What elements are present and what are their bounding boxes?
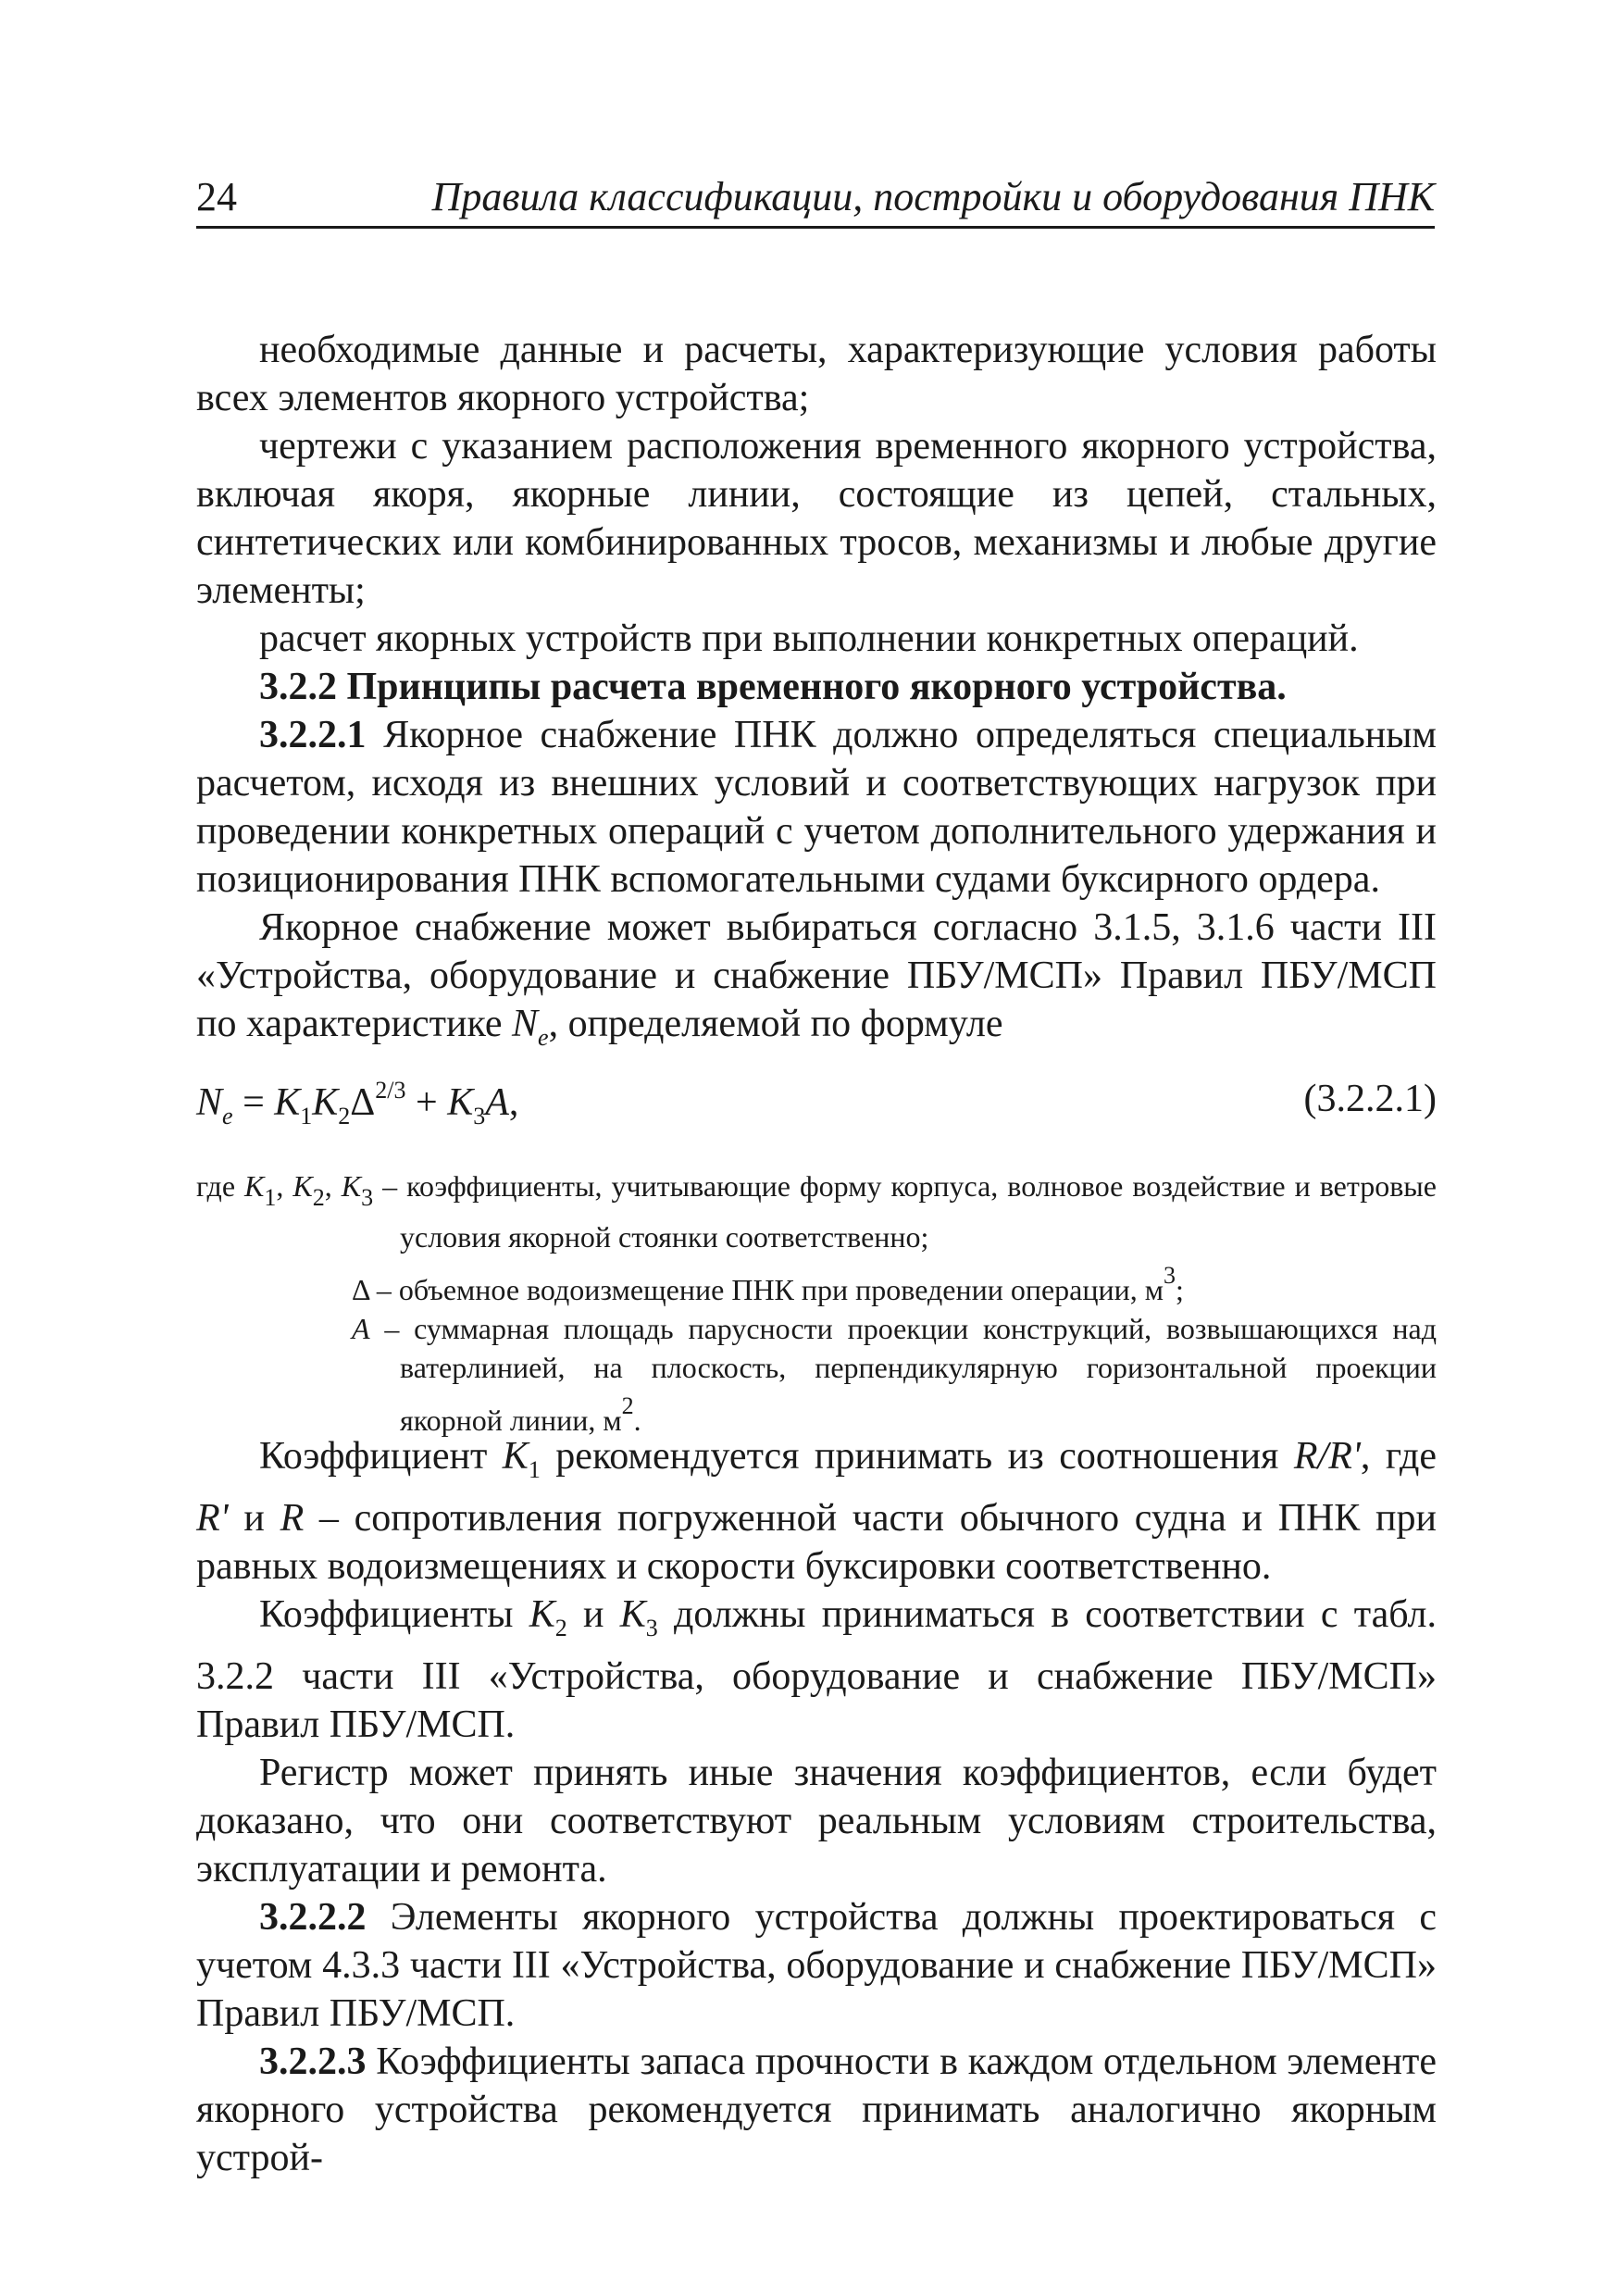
formula-n: N: [196, 1081, 223, 1124]
clause-number-3-2-2-3: 3.2.2.3: [259, 2040, 367, 2083]
var-r: R: [280, 1497, 305, 1540]
subscript-e: e: [538, 1024, 549, 1051]
legend-m3: 3: [1163, 1262, 1176, 1289]
variable-n: N: [512, 1003, 539, 1045]
formula-k2: K: [312, 1081, 339, 1124]
legend-m2: 2: [621, 1392, 634, 1419]
running-title: Правила классификации, постройки и оборудования ПНК: [431, 174, 1435, 219]
legend-delta-desc: – объемное водоизмещение ПНК при проведении операции, м: [368, 1273, 1164, 1306]
legend-row-k: [196, 1167, 1437, 1256]
legend-row-delta: [196, 1256, 1437, 1309]
paragraph-text: Якорное снабжение может выбираться согласно 3.1.5, 3.1.6 части III «Устройства, оборудование и снабжение ПБУ/МСП» Правил ПБУ/МСП по характеристике: [196, 906, 1437, 1045]
paragraph-3-2-2-3: [196, 2038, 1437, 2182]
text: рекомендуется принимать из соотношения: [540, 1435, 1294, 1478]
legend-row-a: [196, 1309, 1437, 1440]
var-k2: K: [529, 1593, 555, 1636]
page-number: 24: [196, 174, 237, 219]
formula-number: (3.2.2.1): [1303, 1078, 1437, 1120]
legend-k-text: где $K_1$, $K_2$, $K_3$ – коэффициенты, учитывающие форму корпуса, волновое воздействие и ветровые условия якорной стоянки соответственно;: [196, 1169, 1438, 1254]
formula-sub-1: 1: [300, 1103, 313, 1129]
paragraph-3-2-2-2: [196, 1893, 1437, 2038]
paragraph-register: Регистр может принять иные значения коэффициентов, если будет доказано, что они соответствуют реальным условиям строительства, эксплуатации и ремонта.: [196, 1752, 1437, 1890]
paragraph-calculation: расчет якорных устройств при выполнении конкретных операций.: [259, 618, 1359, 660]
formula-sub-e: e: [222, 1103, 233, 1129]
legend-delta-text: [196, 1256, 1437, 1309]
body-text-top: [196, 326, 1437, 1062]
clause-text-3-2-2-3: Коэффициенты запаса прочности в каждом отдельном элементе якорного устройства рекомендуется принимать аналогично якорным устрой-: [196, 2040, 1437, 2179]
clause-number-3-2-2-2: 3.2.2.2: [259, 1896, 367, 1939]
formula-sub-3: 3: [473, 1103, 486, 1129]
section-heading-text: 3.2.2 Принципы расчета временного якорного устройства.: [259, 666, 1287, 708]
section-heading-3-2-2: [196, 663, 1437, 711]
formula-3-2-2-1: [196, 1077, 1437, 1132]
text: Коэффициент: [259, 1435, 503, 1478]
legend-k1: K: [244, 1169, 265, 1203]
sub-1: 1: [528, 1456, 541, 1483]
paragraph-drawings: чертежи с указанием расположения временного якорного устройства, включая якоря, якорные линии, состоящие из цепей, стальных, синтетических или комбинированных тросов, механизмы и любые другие элементы;: [196, 425, 1437, 612]
formula-plus: +: [405, 1081, 448, 1124]
paragraph-anchor-equipment: [196, 904, 1437, 1062]
text: – сопротивления погруженной части обычного судна и ПНК при равных водоизмещениях и скорости буксировки соответственно.: [196, 1497, 1437, 1588]
legend-delta-symbol: Δ: [352, 1273, 369, 1306]
formula-k1: K: [274, 1081, 301, 1124]
paragraph-required-data: необходимые данные и расчеты, характеризующие условия работы всех элементов якорного устройства;: [196, 329, 1437, 419]
sub-2: 2: [554, 1615, 567, 1641]
formula-delta: Δ: [350, 1081, 376, 1124]
page-header: [196, 176, 1435, 229]
paragraph-k1: [196, 1432, 1437, 1591]
text: , где: [1360, 1435, 1437, 1478]
legend-k2: K: [292, 1169, 313, 1203]
formula-sub-2: 2: [338, 1103, 351, 1129]
legend-k1-sub: 1: [264, 1184, 277, 1211]
legend-k3: K: [341, 1169, 362, 1203]
legend-a-desc: – суммарная площадь парусности проекции конструкций, возвышающихся над ватерлинией, на плоскость, перпендикулярную горизонтальной проекции якорной линии, м: [369, 1312, 1437, 1437]
legend-k2-sub: 2: [312, 1184, 325, 1211]
text: и: [228, 1497, 280, 1540]
var-ratio: R/R': [1293, 1435, 1361, 1478]
formula-power: 2/3: [375, 1077, 406, 1104]
var-k3: K: [619, 1593, 646, 1636]
formula-a: A: [485, 1081, 509, 1124]
legend-a-symbol: A: [352, 1312, 370, 1345]
clause-text-3-2-2-1: Якорное снабжение ПНК должно определяться специальным расчетом, исходя из внешних условий и соответствующих нагрузок при проведении конкретных операций с учетом дополнительного удержания и позиционирования ПНК вспомогательными судами буксирного ордера.: [196, 714, 1437, 901]
clause-number-3-2-2-1: 3.2.2.1: [259, 714, 367, 756]
formula-equals: =: [232, 1081, 275, 1124]
clause-text-3-2-2-2: Элементы якорного устройства должны проектироваться с учетом 4.3.3 части III «Устройства, оборудование и снабжение ПБУ/МСП» Правил ПБУ/МСП.: [196, 1896, 1437, 2035]
legend-where: где: [196, 1169, 245, 1203]
body-text-bottom: [196, 1432, 1437, 2182]
formula-k3: K: [447, 1081, 474, 1124]
legend-k-desc: – коэффициенты, учитывающие форму корпуса, волновое воздействие и ветровые условия якорной стоянки соответственно;: [373, 1169, 1438, 1254]
legend-semicolon: ;: [1175, 1273, 1184, 1306]
sub-3: 3: [645, 1615, 658, 1641]
text: и: [566, 1593, 620, 1636]
paragraph-tail: , определяемой по формуле: [548, 1003, 1003, 1045]
text: должны приниматься в соответствии с табл. 3.2.2 части III «Устройства, оборудование и снабжение ПБУ/МСП» Правил ПБУ/МСП.: [196, 1593, 1437, 1746]
text: Коэффициенты: [259, 1593, 529, 1636]
legend-dot: .: [633, 1404, 641, 1437]
formula-comma: ,: [508, 1081, 519, 1124]
paragraph-k2-k3: [196, 1591, 1437, 1749]
paragraph-3-2-2-1: [196, 711, 1437, 904]
formula-expression: [196, 1077, 518, 1130]
legend-a-text: [196, 1309, 1437, 1440]
var-r-prime: R': [196, 1497, 229, 1540]
formula-legend: [196, 1167, 1437, 1440]
var-k1: K: [502, 1435, 529, 1478]
legend-k3-sub: 3: [361, 1184, 374, 1211]
